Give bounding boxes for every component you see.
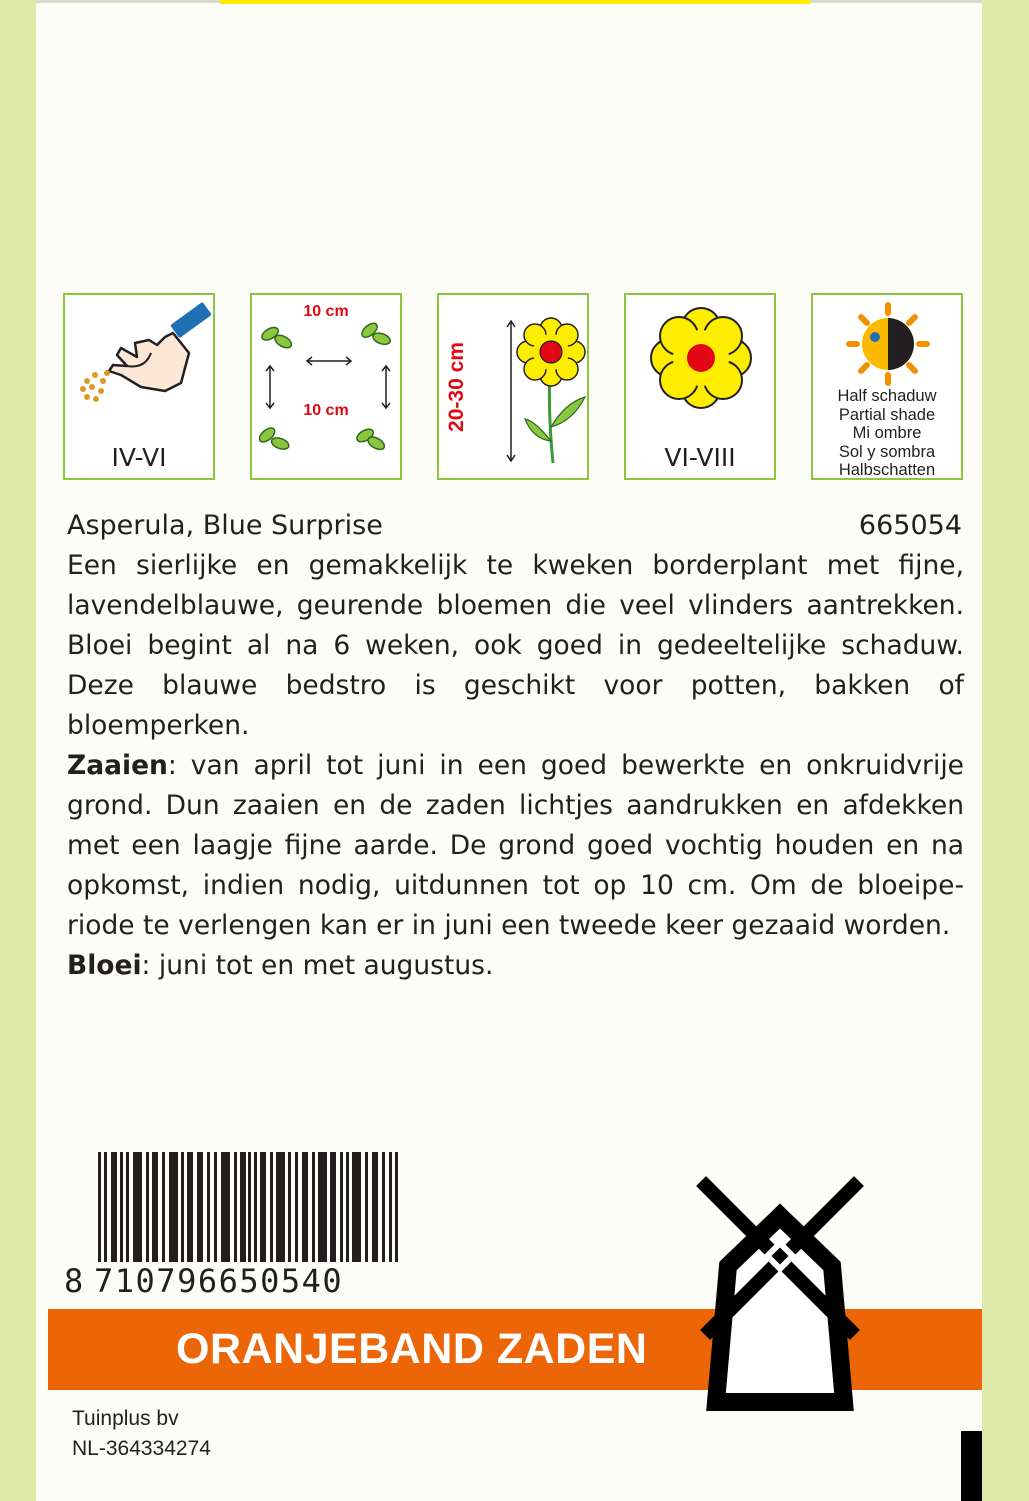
print-mark-bar bbox=[961, 1431, 982, 1501]
company-name: Tuinplus bv bbox=[72, 1407, 179, 1430]
product-code: 665054 bbox=[858, 510, 962, 541]
brand-name: ORANJEBAND ZADEN bbox=[176, 1325, 648, 1373]
light-requirement-text bbox=[813, 387, 961, 480]
windmill-logo-icon bbox=[690, 1170, 870, 1420]
spacing-side-label: 10 cm bbox=[303, 402, 349, 419]
flower-icon bbox=[626, 295, 778, 445]
company-info bbox=[72, 1404, 211, 1464]
product-name: Asperula, Blue Surprise bbox=[67, 510, 383, 541]
top-yellow-strip bbox=[220, 0, 810, 4]
company-registration: NL-364334274 bbox=[72, 1437, 211, 1460]
sowing-heading: Zaaien bbox=[67, 750, 168, 781]
sowing-period-box bbox=[63, 293, 215, 480]
plant-height-box bbox=[437, 293, 589, 480]
spacing-top-label: 10 cm bbox=[303, 303, 349, 320]
light-line-fr: Mi ombre bbox=[852, 424, 922, 442]
light-line-nl: Half schaduw bbox=[837, 387, 937, 405]
plant-spacing-icon bbox=[252, 295, 404, 482]
barcode-first-digit: 8 bbox=[64, 1262, 85, 1300]
sowing-period-label: IV-VI bbox=[111, 443, 167, 472]
left-margin-strip bbox=[0, 0, 36, 1501]
barcode-number bbox=[64, 1262, 409, 1300]
product-title-row bbox=[67, 508, 962, 544]
height-range-label: 20-30 cm bbox=[445, 342, 468, 432]
sowing-instructions: : van april tot juni in een goed bewerkte en onkruidvrije grond. Dun zaaien en de zaden lichtjes aandrukken en afdekken met een laagje fijne aarde. De grond goed vochtig houden en na opkomst, indien nodig, uitdunnen tot op 10 cm. Om de bloeiperiode te verlengen kan er in juni een tweede keer gezaaid worden. bbox=[67, 750, 964, 941]
light-requirement-box bbox=[811, 293, 963, 480]
product-description bbox=[67, 546, 964, 986]
flowering-period-label: VI-VIII bbox=[664, 443, 736, 472]
bloom-period-text: : juni tot en met augustus. bbox=[141, 950, 494, 981]
barcode-digits: 710796650540 bbox=[94, 1262, 344, 1300]
light-line-de: Halbschatten bbox=[838, 461, 936, 479]
right-margin-strip bbox=[982, 0, 1029, 1501]
plant-spacing-box bbox=[250, 293, 402, 480]
sowing-hand-icon bbox=[65, 295, 217, 445]
bloom-heading: Bloei bbox=[67, 950, 142, 981]
flowering-period-box bbox=[624, 293, 776, 480]
light-line-es: Sol y sombra bbox=[838, 442, 936, 461]
description-intro: Een sierlijke en gemakkelijk te kweken borderplant met fijne, lavendelblauwe, geurende bloemen die veel vlinders aantrekken. Bloei begint al na 6 weken, ook goed in gedeeltelijke schaduw. Deze blauwe bedstro is geschikt voor potten, bakken of bloemperken. bbox=[67, 550, 964, 741]
half-shade-sun-icon bbox=[813, 295, 965, 387]
light-line-en: Partial shade bbox=[838, 405, 936, 424]
